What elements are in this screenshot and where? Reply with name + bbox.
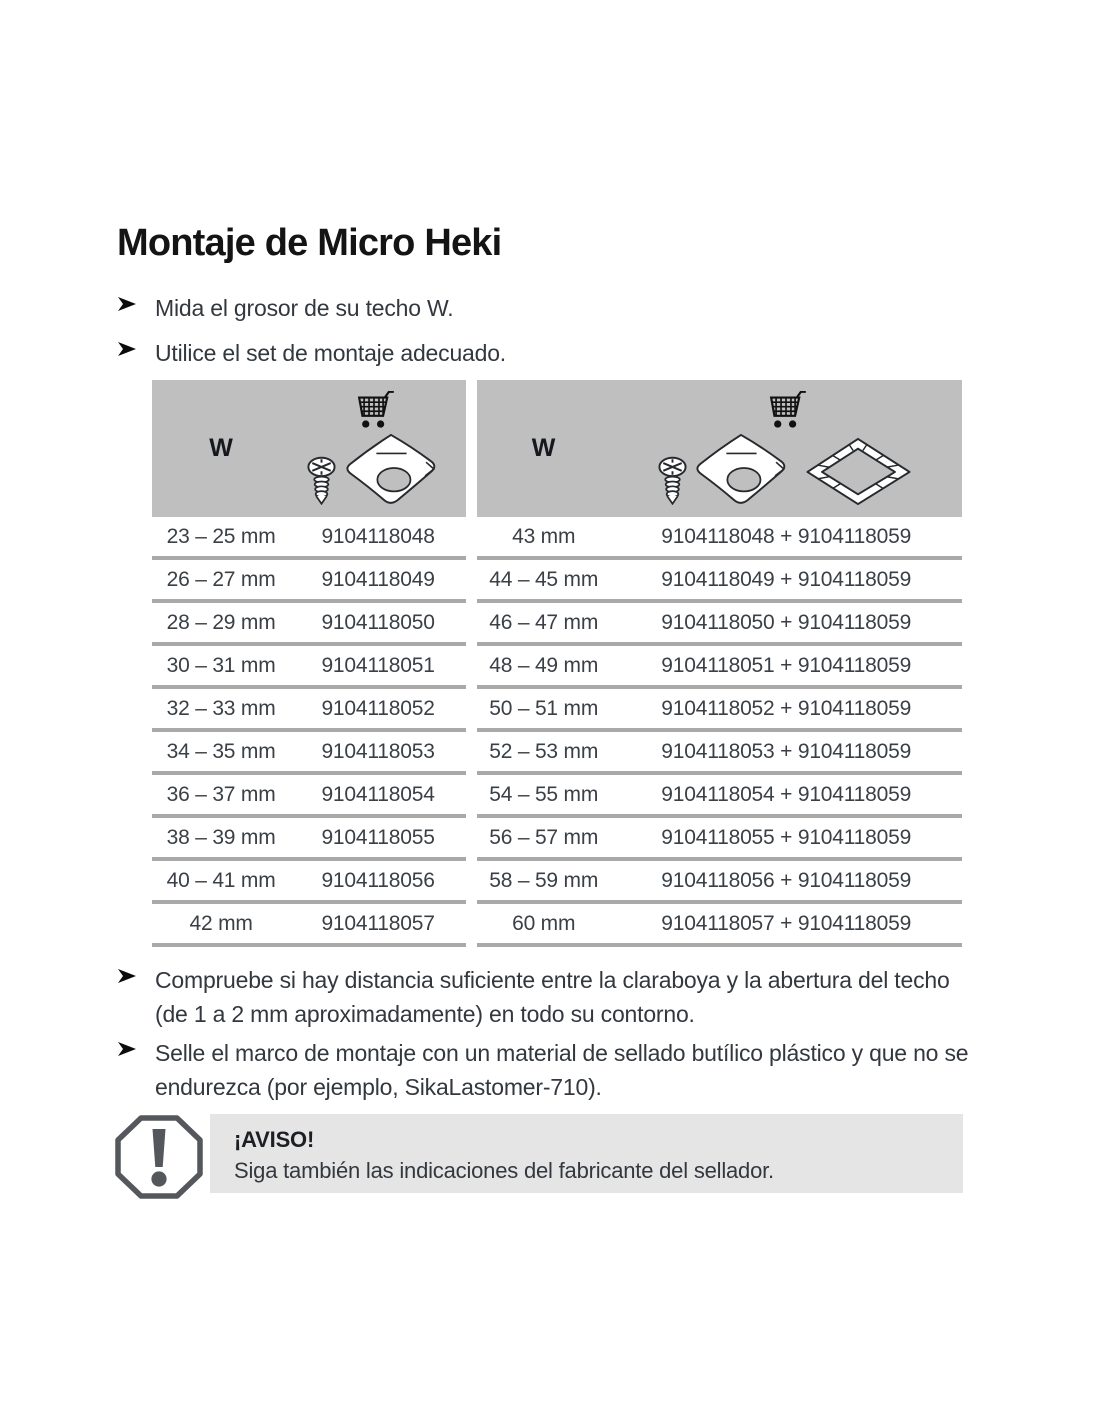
- mounting-set-table-single: [152, 380, 466, 947]
- w-range-cell: 28 – 29 mm: [166, 611, 276, 634]
- part-number-cell: 9104118053: [321, 740, 435, 763]
- page-title: Montaje de Micro Heki: [117, 222, 502, 264]
- instruction-item: [117, 1036, 985, 1104]
- instruction-text: Utilice el set de montaje adecuado.: [155, 340, 506, 366]
- w-range-cell: 38 – 39 mm: [166, 826, 276, 849]
- table-row: [152, 517, 466, 560]
- cart-icon: [765, 391, 807, 429]
- part-number-cell: 9104118054: [321, 783, 435, 806]
- screw-icon: [657, 456, 688, 505]
- table-body: [152, 517, 466, 947]
- part-number-cell: 9104118056 + 9104118059: [661, 869, 912, 892]
- part-number-cell: 9104118052 + 9104118059: [661, 697, 912, 720]
- w-range-cell: 44 – 45 mm: [489, 568, 599, 591]
- table-row: [152, 560, 466, 603]
- w-column-header: W: [209, 434, 233, 462]
- w-range-cell: 48 – 49 mm: [489, 654, 599, 677]
- w-range-cell: 56 – 57 mm: [489, 826, 599, 849]
- table-row: [477, 646, 962, 689]
- part-number-cell: 9104118048 + 9104118059: [661, 525, 912, 548]
- table-row: [477, 603, 962, 646]
- part-number-cell: 9104118053 + 9104118059: [661, 740, 912, 763]
- instruction-text: Mida el grosor de su techo W.: [155, 295, 454, 321]
- table-row: [152, 775, 466, 818]
- table-row: [477, 560, 962, 603]
- part-number-cell: 9104118054 + 9104118059: [661, 783, 912, 806]
- instruction-item: [117, 291, 453, 325]
- table-body: [477, 517, 962, 947]
- notice-box: [210, 1114, 963, 1193]
- arrowhead-right-icon: [117, 341, 137, 357]
- table-row: [152, 732, 466, 775]
- table-row: [152, 646, 466, 689]
- part-number-cell: 9104118056: [321, 869, 435, 892]
- table-row: [477, 861, 962, 904]
- arrowhead-right-icon: [117, 1041, 137, 1057]
- arrowhead-right-icon: [117, 968, 137, 984]
- w-range-cell: 26 – 27 mm: [166, 568, 276, 591]
- table-row: [152, 904, 466, 947]
- part-number-cell: 9104118057 + 9104118059: [661, 912, 912, 935]
- notice-text: Siga también las indicaciones del fabricante del sellador.: [234, 1158, 774, 1183]
- table-row: [477, 904, 962, 947]
- w-range-cell: 34 – 35 mm: [166, 740, 276, 763]
- table-row: [477, 818, 962, 861]
- screw-icon: [306, 456, 337, 505]
- extension-frame-icon: [802, 436, 914, 506]
- w-range-cell: 40 – 41 mm: [166, 869, 276, 892]
- table-header: [477, 380, 962, 517]
- w-range-cell: 46 – 47 mm: [489, 611, 599, 634]
- w-range-cell: 42 mm: [189, 912, 253, 935]
- table-row: [477, 517, 962, 560]
- instruction-text: Compruebe si hay distancia suficiente entre la claraboya y la abertura del techo (de 1 a 2 mm aproximadamente) en todo su contorno.: [155, 967, 950, 1027]
- part-number-cell: 9104118057: [321, 912, 435, 935]
- part-number-cell: 9104118052: [321, 697, 435, 720]
- notice-title: ¡AVISO!: [234, 1127, 315, 1152]
- part-number-cell: 9104118049 + 9104118059: [661, 568, 912, 591]
- table-row: [152, 818, 466, 861]
- mounting-set-tables: [152, 380, 962, 947]
- instruction-item: [117, 963, 985, 1031]
- part-number-cell: 9104118050: [321, 611, 435, 634]
- w-range-cell: 30 – 31 mm: [166, 654, 276, 677]
- w-range-cell: 58 – 59 mm: [489, 869, 599, 892]
- table-row: [152, 861, 466, 904]
- part-number-cell: 9104118055 + 9104118059: [661, 826, 912, 849]
- warning-octagon-icon: [113, 1113, 205, 1201]
- cart-icon: [353, 391, 395, 429]
- w-range-cell: 43 mm: [512, 525, 576, 548]
- arrowhead-right-icon: [117, 296, 137, 312]
- mounting-frame-icon: [340, 432, 442, 506]
- table-header: [152, 380, 466, 517]
- w-range-cell: 36 – 37 mm: [166, 783, 276, 806]
- table-row: [477, 732, 962, 775]
- w-range-cell: 60 mm: [512, 912, 576, 935]
- w-range-cell: 52 – 53 mm: [489, 740, 599, 763]
- w-range-cell: 50 – 51 mm: [489, 697, 599, 720]
- part-number-cell: 9104118051 + 9104118059: [661, 654, 912, 677]
- w-column-header: W: [531, 434, 556, 462]
- table-row: [477, 689, 962, 732]
- w-range-cell: 32 – 33 mm: [166, 697, 276, 720]
- part-number-cell: 9104118049: [321, 568, 435, 591]
- table-row: [152, 603, 466, 646]
- instruction-text: Selle el marco de montaje con un material de sellado butílico plástico y que no se endurezca (por ejemplo, SikaLastomer-710).: [155, 1040, 969, 1100]
- part-number-cell: 9104118050 + 9104118059: [661, 611, 912, 634]
- instruction-item: [117, 336, 506, 370]
- part-number-cell: 9104118048: [321, 525, 435, 548]
- w-range-cell: 23 – 25 mm: [166, 525, 276, 548]
- table-row: [152, 689, 466, 732]
- part-number-cell: 9104118055: [321, 826, 435, 849]
- table-row: [477, 775, 962, 818]
- w-range-cell: 54 – 55 mm: [489, 783, 599, 806]
- mounting-set-table-extension: [477, 380, 962, 947]
- mounting-frame-icon: [690, 432, 792, 506]
- part-number-cell: 9104118051: [321, 654, 435, 677]
